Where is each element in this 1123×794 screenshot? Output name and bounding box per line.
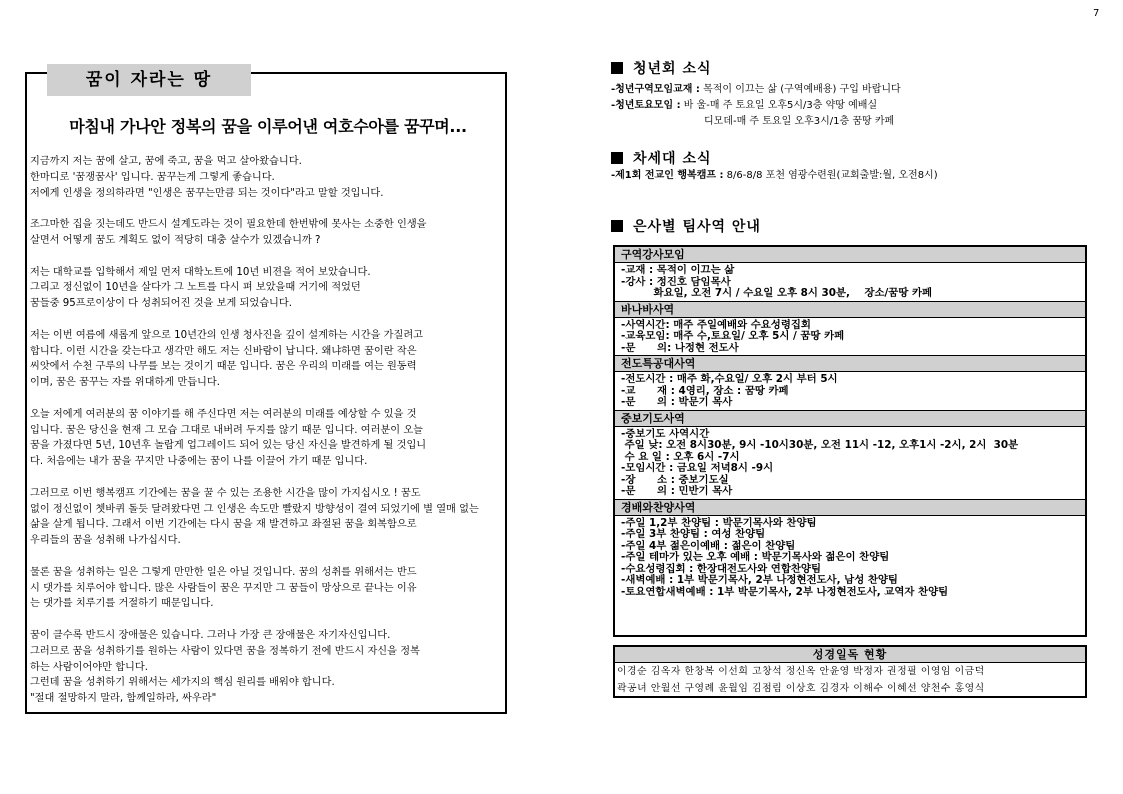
essay-line: 그리고 정신없이 10년을 살다가 그 노트를 다시 펴 보았을때 거기에 적었던	[30, 282, 361, 294]
ministry-group-details	[615, 372, 1085, 411]
essay-line: 오늘 저에게 여러분의 꿈 이야기를 해 주신다면 저는 여러분의 미래를 예상할 수 있을 것	[30, 408, 417, 420]
ministry-detail-line: -새벽예배 : 1부 박문기목사, 2부 나정현전도사, 남성 찬양팀	[621, 574, 898, 586]
essay-line: 이며, 꿈은 꿈꾸는 자를 위대하게 만듭니다.	[30, 377, 220, 389]
youth-news-line: -청년구역모임교재 : 목적이 이끄는 삶 (구역예배용) 구입 바랍니다	[611, 84, 901, 95]
ministry-group-heading: 바나바사역	[615, 302, 1085, 318]
essay-paragraph	[30, 217, 502, 249]
essay-paragraph	[30, 486, 502, 549]
essay-paragraph	[30, 328, 502, 391]
ministry-group-details	[615, 516, 1085, 600]
essay-line: 시 댓가를 치루어야 합니다. 많은 사람들이 꿈은 꾸지만 그 꿈들이 망상으로 끝나는 이유	[30, 582, 417, 594]
essay-paragraph	[30, 154, 502, 201]
ministry-detail-line: -토요연합새벽예배 : 1부 박문기목사, 2부 나정현전도사, 교역자 찬양팀	[621, 585, 949, 598]
ministry-detail-line: -주일 1,2부 찬양팀 : 박문기목사와 찬양팀	[621, 516, 817, 529]
essay-line: 꿈을 가졌다면 5년, 10년후 놀랍게 업그레이드 되어 있는 당신 자신을 발견하게 될 것입니	[30, 440, 427, 452]
ministry-heading: 은사별 팀사역 안내	[611, 216, 761, 236]
essay-line: 다. 처음에는 내가 꿈을 꾸지만 나중에는 꿈이 나를 이끌어 가기 때문 입니다.	[30, 456, 368, 468]
essay-line: 합니다. 이런 시간을 갖는다고 생각만 해도 저는 신바람이 납니다. 왜냐하면 꿈이란 작은	[30, 345, 417, 357]
ministry-detail-line: -주일 3부 찬양팀 : 여성 찬양팀	[621, 528, 766, 540]
essay-line: 조그마한 집을 짓는데도 반드시 설계도라는 것이 필요한데 한번밖에 못사는 소중한 인생을	[30, 219, 427, 231]
youth-news-line: -청년토요모임 : 바 울-매 주 토요일 오후5시/3층 약땅 예배실	[611, 100, 878, 111]
bible-reading-names: 이경순 김옥자 한창복 이선희 고창석 정신옥 안윤영 박정자 권정필 이영임 이금덕	[617, 666, 985, 677]
youth-news-body	[611, 82, 901, 130]
ministry-detail-line: -교육모임: 매주 수,토요일/ 오후 5시 / 꿈땅 카페	[621, 330, 845, 342]
ministry-detail-line: 수 요 일 : 오후 6시 -7시	[621, 450, 740, 463]
essay-paragraph	[30, 628, 502, 707]
ministry-group-heading: 구역강사모임	[615, 247, 1085, 263]
nextgen-news-body: -제1회 전교인 행복캠프 : 8/6-8/8 포천 염광수련원(교회출발:월, 오전8시)	[611, 170, 938, 181]
column-title: 꿈이 자라는 땅	[47, 64, 251, 96]
ministry-detail-line: -사역시간: 매주 주일예배와 수요성령집회	[621, 318, 811, 331]
essay-line: 입니다. 꿈은 당신을 현재 그 모습 그대로 내버려 두지를 않기 때문 입니다. 여러분이 오늘	[30, 424, 424, 436]
ministry-detail-line: -모임시간 : 금요일 저녁8시 -9시	[621, 462, 774, 474]
ministry-detail-line: -교 재 : 4영리, 장소 : 꿈땅 카페	[621, 384, 789, 397]
essay-line: "절대 절망하지 말라, 함께일하라, 싸우라"	[30, 693, 217, 705]
ministry-detail-line: -주일 4부 젊은이예배 : 젊은이 찬양팀	[621, 539, 796, 552]
ministry-detail-line: -수요성령집회 : 한장대전도사와 연합찬양팀	[621, 562, 821, 575]
ministry-group-details	[615, 427, 1085, 500]
essay-paragraph	[30, 265, 502, 312]
ministry-detail-line: -전도시간 : 매주 화,수요일/ 오후 2시 부터 5시	[621, 373, 838, 385]
essay-line: 그런데 꿈을 성취하기 위해서는 세가지의 핵심 원리를 배워야 합니다.	[30, 677, 335, 689]
ministry-group-heading: 중보기도사역	[615, 411, 1085, 427]
bible-reading-title: 성경일독 현황	[615, 647, 1085, 663]
square-bullet-icon	[611, 152, 623, 164]
essay-line: 그러므로 이번 행복캠프 기간에는 꿈을 꿀 수 있는 조용한 시간을 많이 가지십시오 ! 꿈도	[30, 487, 421, 499]
essay-paragraph	[30, 565, 502, 612]
essay-line: 하는 사람이어야만 합니다.	[30, 661, 148, 673]
essay-headline: 마침내 가나안 정복의 꿈을 이루어낸 여호수아를 꿈꾸며...	[69, 117, 467, 136]
ministry-group-details	[615, 263, 1085, 302]
ministry-detail-line: -중보기도 사역시간	[621, 427, 710, 440]
essay-line: 삶을 살게 됩니다. 그래서 이번 기간에는 다시 꿈을 재 발견하고 좌절된 꿈을 회복함으로	[30, 519, 417, 531]
ministry-detail-line: 주일 낮: 오전 8시30분, 9시 -10시30분, 오전 11시 -12, 오후1시 -2시, 2시 30분	[621, 439, 1019, 451]
nextgen-news-heading: 차세대 소식	[611, 148, 712, 168]
essay-line: 꿈이 클수록 반드시 장애물은 있습니다. 그러나 가장 큰 장애물은 자기자신입니다.	[30, 629, 391, 641]
essay-line: 한마디로 '꿈쟁꿈사' 입니다. 꿈꾸는게 그렇게 좋습니다.	[30, 171, 275, 183]
essay-line: 저에게 인생을 정의하라면 "인생은 꿈꾸는만큼 되는 것이다"라고 말할 것입니다.	[30, 187, 384, 199]
youth-news-heading: 청년회 소식	[611, 58, 712, 78]
essay-line: 그러므로 꿈을 성취하기를 원하는 사람이 있다면 꿈을 정복하기 전에 반드시 자신을 정복	[30, 645, 420, 657]
page-number: 7	[1093, 8, 1100, 19]
essay-line: 씨앗에서 수천 구루의 나무를 보는 것이기 때문 입니다. 꿈은 우리의 미래를 여는 원동력	[30, 361, 417, 373]
ministry-detail-line: -주일 테마가 있는 오후 예배 : 박문기목사와 젊은이 찬양팀	[621, 551, 890, 563]
essay-paragraph	[30, 407, 502, 470]
youth-news-line: 디모데-매 주 토요일 오후3시/1층 꿈땅 카페	[704, 116, 895, 127]
bible-reading-names: 곽공녀 안월선 구영례 윤월임 김점림 이상호 김경자 이해수 이혜선 양천수 홍영식	[617, 683, 985, 694]
ministry-detail-line: -장 소 : 중보기도실	[621, 473, 729, 486]
bible-reading-table	[613, 645, 1087, 698]
essay-body	[30, 154, 502, 723]
ministry-detail-line: -강사 : 정진호 담임목사	[621, 275, 731, 288]
essay-line: 지금까지 저는 꿈에 살고, 꿈에 죽고, 꿈을 먹고 살아왔습니다.	[30, 156, 302, 167]
ministry-detail-line: -교재 : 목적이 이끄는 삶	[621, 264, 735, 276]
essay-line: 꿈들중 95프로이상이 다 성취되어진 것을 보게 되었습니다.	[30, 298, 292, 310]
ministry-detail-line: -문 의 : 민반기 목사	[621, 485, 733, 497]
essay-line: 저는 이번 여름에 새롭게 앞으로 10년간의 인생 청사진을 깊이 설계하는 시간을 가질려고	[30, 329, 424, 341]
ministry-group-heading: 경배와찬양사역	[615, 500, 1085, 516]
essay-line: 살면서 어떻게 꿈도 계획도 없이 적당히 대충 살수가 있겠습니까 ?	[30, 234, 321, 246]
ministry-detail-line: -문 의: 나정현 전도사	[621, 341, 739, 354]
essay-line: 없이 정신없이 쳇바퀴 돌듯 달려왔다면 그 인생은 속도만 빨랐지 방향성이 결여 되었기에 별 열매 없는	[30, 503, 479, 515]
essay-line: 저는 대학교를 입학해서 제일 먼저 대학노트에 10년 비젼을 적어 보았습니다.	[30, 266, 371, 278]
ministry-group-heading: 전도특공대사역	[615, 356, 1085, 372]
square-bullet-icon	[611, 220, 623, 232]
essay-line: 는 댓가를 치루기를 거절하기 때문입니다.	[30, 598, 214, 610]
essay-line: 물론 꿈을 성취하는 일은 그렇게 만만한 일은 아닐 것입니다. 꿈의 성취를 위해서는 반드	[30, 566, 417, 578]
ministry-table	[613, 245, 1087, 637]
ministry-group-details	[615, 318, 1085, 357]
ministry-detail-line: -문 의 : 박문기 목사	[621, 396, 733, 408]
essay-line: 우리들의 꿈을 성취해 나가십시다.	[30, 535, 181, 547]
square-bullet-icon	[611, 62, 623, 74]
ministry-detail-line: 화요일, 오전 7시 / 수요일 오후 8시 30분, 장소/꿈땅 카페	[621, 287, 933, 299]
